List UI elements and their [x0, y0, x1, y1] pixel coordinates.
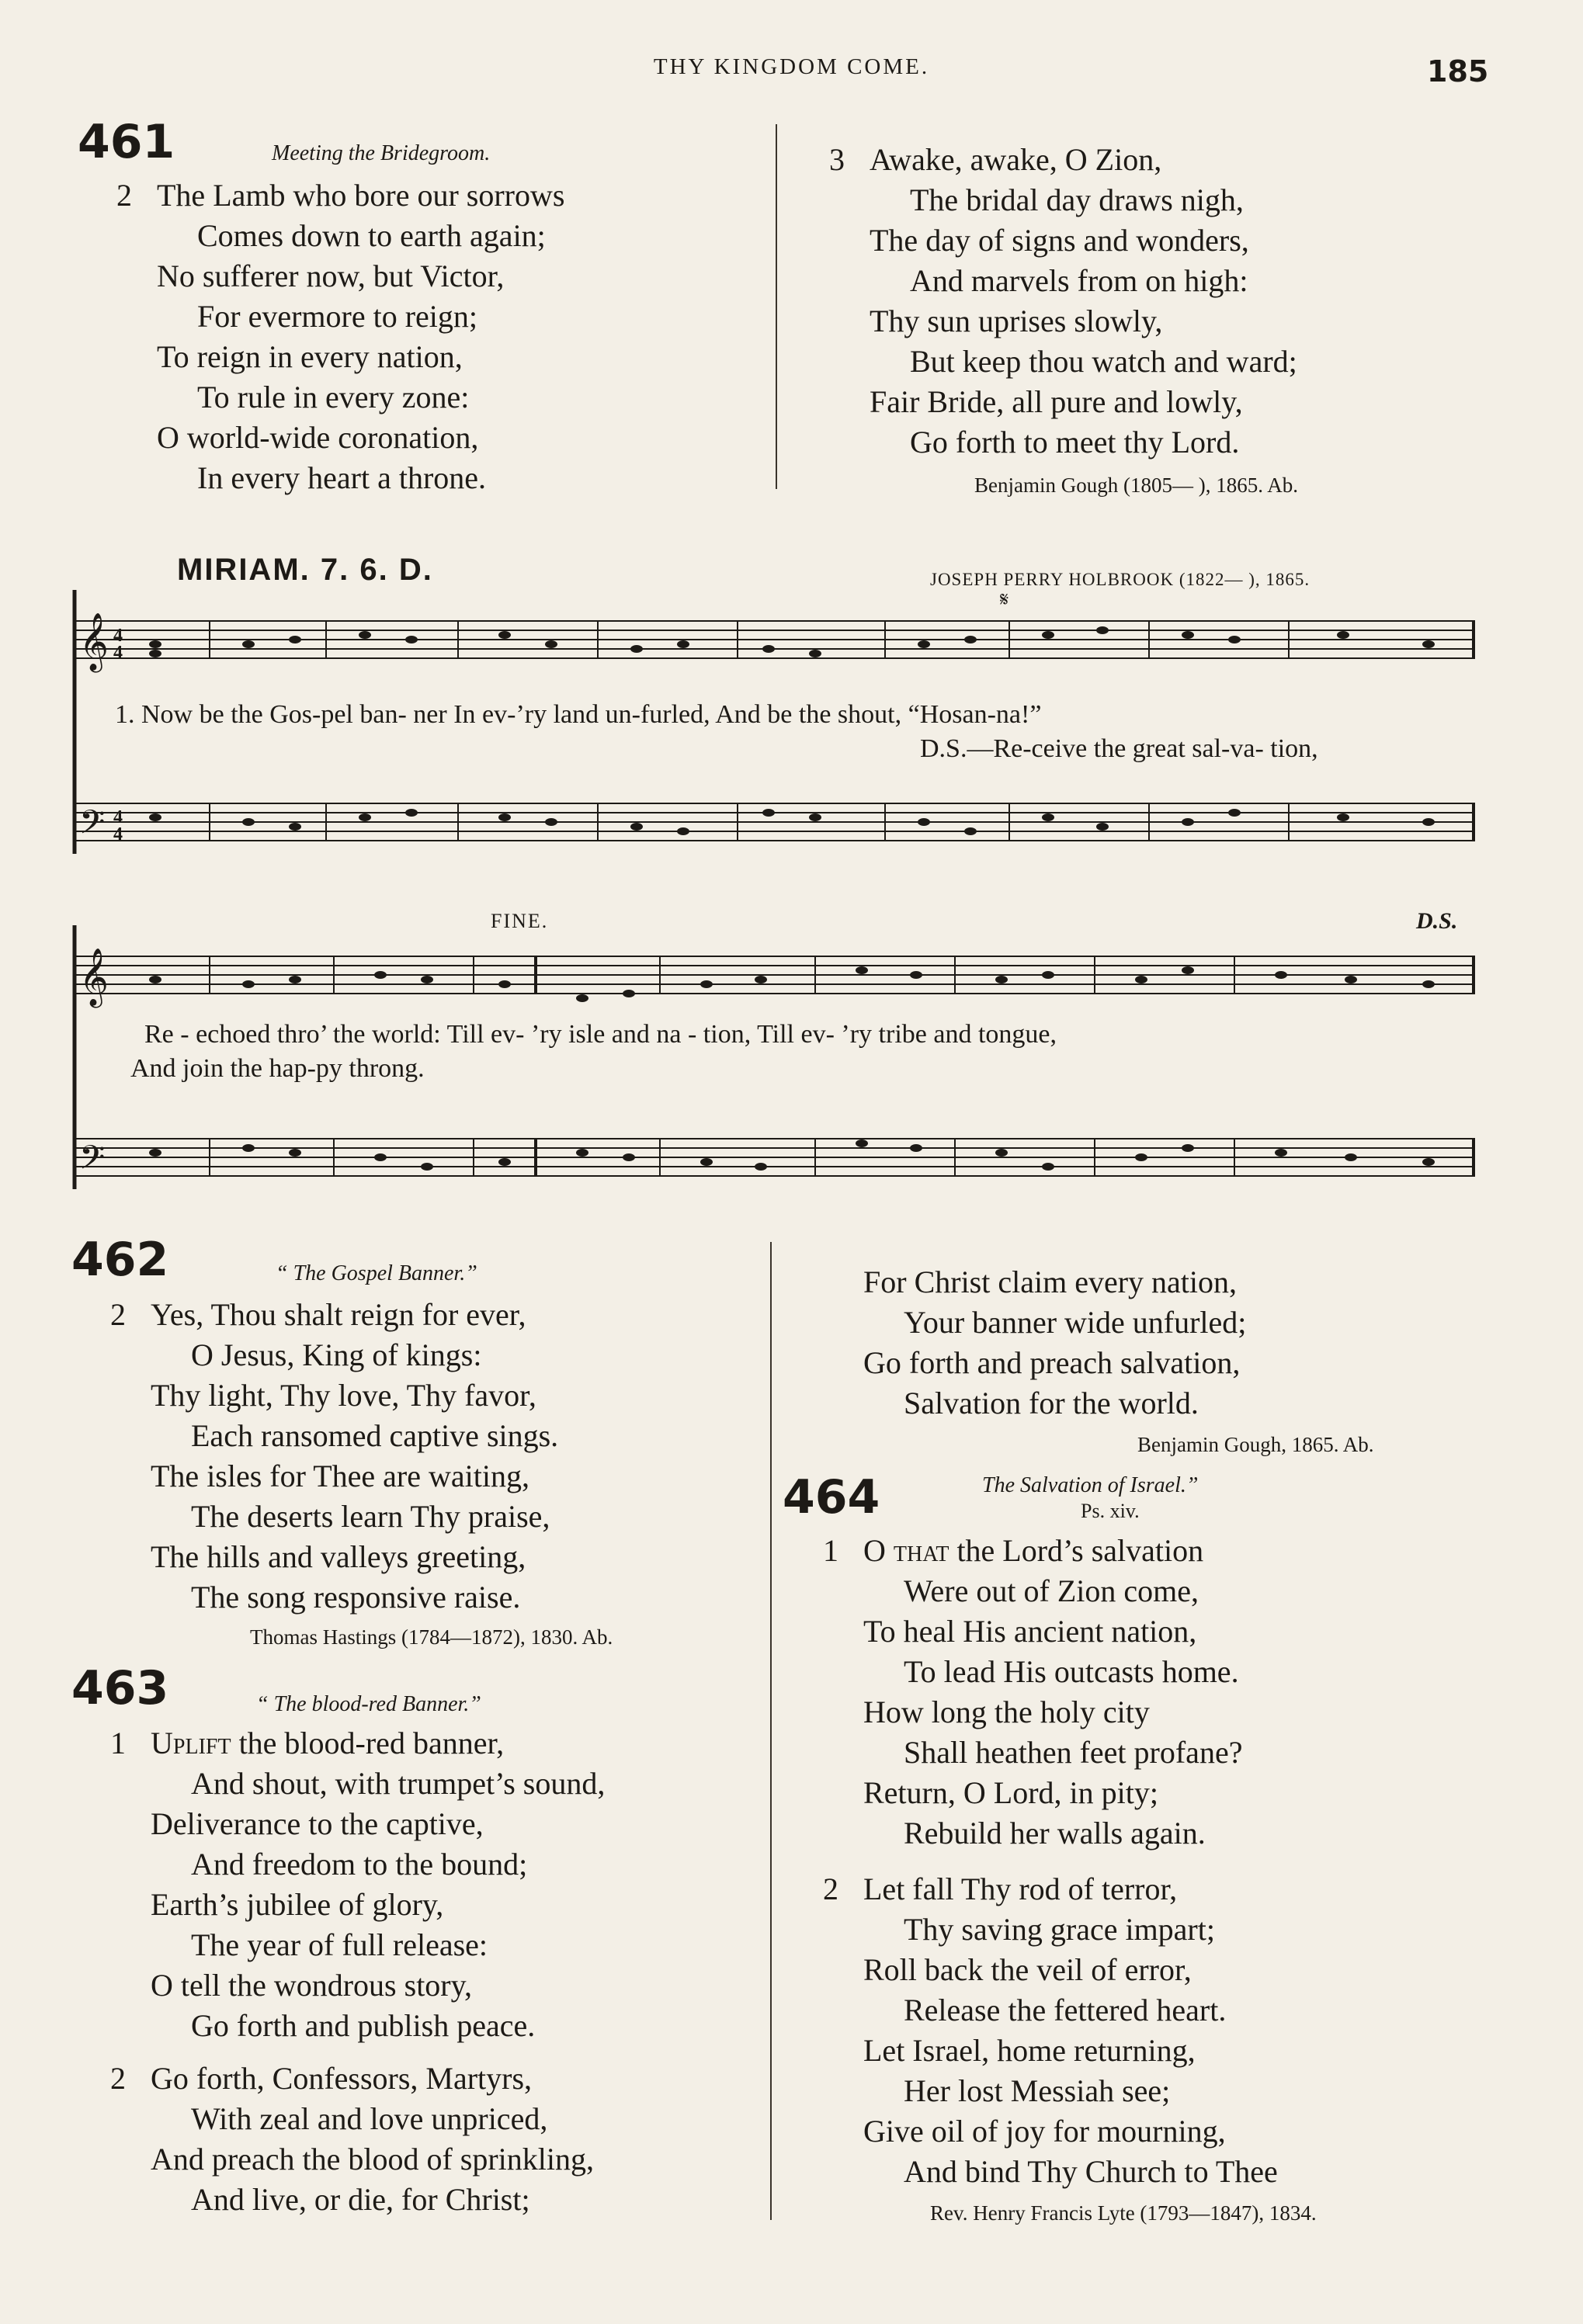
hymn-463-verse-2-part-1: [110, 2059, 594, 2220]
hymn-464-verse-2: [823, 1869, 1278, 2192]
verse-line: Release the fettered heart.: [904, 1993, 1227, 2027]
verse-line: With zeal and love unpriced,: [191, 2101, 548, 2136]
verse-line: Thy sun uprises slowly,: [870, 304, 1163, 338]
verse-number: 3: [829, 142, 845, 177]
verse-line: The hills and valleys greeting,: [151, 1539, 526, 1574]
lyric-line-3: Re - echoed thro’ the world: Till ev- ’ry isle and na - tion, Till ev- ’ry tribe and tongue,: [144, 1020, 1057, 1049]
fine-mark: FINE.: [491, 910, 549, 932]
hymn-title-464: The Salvation of Israel.”: [982, 1473, 1199, 1497]
verse-number: 1: [110, 1726, 126, 1760]
treble-staff: [75, 956, 1475, 994]
verse-line: Deliverance to the captive,: [151, 1806, 484, 1841]
hymn-title-463: “ The blood-red Banner.”: [256, 1692, 481, 1716]
hymn-number-462: 462: [71, 1233, 169, 1287]
verse-line: Your banner wide unfurled;: [904, 1305, 1247, 1340]
running-title: THY KINGDOM COME.: [653, 54, 930, 79]
verse-number: 2: [110, 2061, 126, 2096]
verse-line: The Lamb who bore our sorrows: [157, 178, 565, 213]
bass-staff: [75, 1139, 1475, 1176]
verse-line: Salvation for the world.: [904, 1386, 1199, 1420]
verse-line: The year of full release:: [191, 1927, 488, 1962]
page-number: 185: [1427, 54, 1489, 88]
verse-line: And marvels from on high:: [910, 263, 1248, 298]
verse-line: And live, or die, for Christ;: [191, 2182, 530, 2217]
verse-line: the Lord’s salvation: [949, 1533, 1204, 1568]
column-divider: [776, 124, 777, 489]
bass-clef-icon: 𝄢: [79, 803, 106, 850]
tune-composer: JOSEPH PERRY HOLBROOK (1822— ), 1865.: [930, 570, 1310, 589]
hymn-461-verse-2: [116, 175, 564, 498]
verse-line: Each ransomed captive sings.: [191, 1418, 559, 1453]
verse-line: Her lost Messiah see;: [904, 2073, 1171, 2108]
verse-line: The isles for Thee are waiting,: [151, 1459, 529, 1493]
verse-line: No sufferer now, but Victor,: [157, 258, 505, 293]
ds-mark: D.S.: [1416, 908, 1458, 934]
verse-line: Fair Bride, all pure and lowly,: [870, 384, 1243, 419]
lyric-line-2: D.S.—Re-ceive the great sal-va- tion,: [920, 734, 1318, 763]
verse-line: Go forth to meet thy Lord.: [910, 425, 1240, 460]
verse-number: 2: [116, 178, 132, 213]
lyric-line-1: 1. Now be the Gos-pel ban- ner In ev-’ry land un-furled, And be the shout, “Hosan-na!”: [115, 700, 1042, 729]
bass-staff: [75, 803, 1475, 841]
hymn-subtitle-464: Ps. xiv.: [1081, 1500, 1140, 1522]
hymn-461-verse-3: [829, 140, 1297, 463]
verse-line: Yes, Thou shalt reign for ever,: [151, 1297, 526, 1332]
treble-clef-icon: 𝄞: [79, 613, 109, 671]
verse-line: To reign in every nation,: [157, 339, 463, 374]
verse-number: 2: [110, 1297, 126, 1332]
verse-line: the blood-red banner,: [231, 1726, 505, 1760]
hymn-463-credit: Benjamin Gough, 1865. Ab.: [1137, 1433, 1374, 1456]
hymn-number-463: 463: [71, 1661, 169, 1715]
svg-text:4: 4: [113, 807, 123, 827]
verse-line: O Jesus, King of kings:: [191, 1337, 482, 1372]
verse-line: For evermore to reign;: [197, 299, 477, 334]
verse-line: Return, O Lord, in pity;: [863, 1775, 1158, 1810]
verse-line: In every heart a throne.: [197, 460, 487, 495]
verse-line: And freedom to the bound;: [191, 1847, 528, 1882]
verse-line: And shout, with trumpet’s sound,: [191, 1766, 606, 1801]
verse-line: Comes down to earth again;: [197, 218, 546, 253]
hymn-number-461: 461: [78, 115, 175, 169]
segno-mark: 𝄋: [1000, 588, 1011, 611]
verse-line: Let fall Thy rod of terror,: [863, 1871, 1178, 1906]
verse-line: Roll back the veil of error,: [863, 1952, 1192, 1987]
verse-line: For Christ claim every nation,: [863, 1264, 1238, 1299]
svg-text:4: 4: [113, 626, 123, 646]
verse-line: O tell the wondrous story,: [151, 1968, 473, 2003]
hymn-463-verse-2-part-2: [823, 1262, 1246, 1424]
column-divider: [770, 1242, 772, 2220]
hymn-title-461: Meeting the Bridegroom.: [272, 141, 491, 165]
verse-line: But keep thou watch and ward;: [910, 344, 1297, 379]
tune-name: MIRIAM. 7. 6. D.: [177, 553, 433, 587]
treble-clef-icon: 𝄞: [79, 949, 109, 1006]
verse-line: To lead His outcasts home.: [904, 1654, 1239, 1689]
verse-line: Give oil of joy for mourning,: [863, 2114, 1226, 2149]
hymn-462-verse-2: [110, 1295, 558, 1618]
verse-line: Let Israel, home returning,: [863, 2033, 1196, 2068]
verse-line: Rebuild her walls again.: [904, 1816, 1206, 1851]
verse-line: To rule in every zone:: [197, 380, 470, 415]
verse-line: Earth’s jubilee of glory,: [151, 1887, 444, 1922]
verse-line: Go forth and preach salvation,: [863, 1345, 1241, 1380]
hymn-title-462: “ The Gospel Banner.”: [276, 1261, 477, 1285]
hymn-464-verse-1: [823, 1531, 1242, 1854]
verse-line: And preach the blood of sprinkling,: [151, 2142, 594, 2177]
verse-number: 2: [823, 1871, 838, 1906]
treble-staff: [75, 621, 1475, 658]
hymn-464-credit: Rev. Henry Francis Lyte (1793—1847), 1834.: [930, 2201, 1317, 2225]
hymn-461-credit: Benjamin Gough (1805— ), 1865. Ab.: [974, 473, 1298, 497]
verse-line: Awake, awake, O Zion,: [870, 142, 1162, 177]
hymn-463-verse-1: [110, 1723, 605, 2046]
verse-first-word: O that: [863, 1533, 949, 1568]
hymn-462-credit: Thomas Hastings (1784—1872), 1830. Ab.: [250, 1625, 613, 1649]
verse-line: To heal His ancient nation,: [863, 1614, 1197, 1649]
verse-line: How long the holy city: [863, 1694, 1150, 1729]
verse-line: Shall heathen feet profane?: [904, 1735, 1243, 1770]
verse-first-word: Uplift: [151, 1726, 231, 1760]
bass-clef-icon: 𝄢: [79, 1139, 106, 1185]
verse-number: 1: [823, 1533, 838, 1568]
verse-line: The day of signs and wonders,: [870, 223, 1249, 258]
barlines: [210, 621, 1474, 841]
verse-line: Thy saving grace impart;: [904, 1912, 1215, 1947]
svg-text:4: 4: [113, 824, 123, 845]
verse-line: O world-wide coronation,: [157, 420, 479, 455]
verse-line: Go forth and publish peace.: [191, 2008, 536, 2043]
svg-text:4: 4: [113, 643, 123, 663]
verse-line: Go forth, Confessors, Martyrs,: [151, 2061, 533, 2096]
hymn-number-464: 464: [783, 1470, 880, 1524]
verse-line: The bridal day draws nigh,: [910, 182, 1244, 217]
verse-line: The song responsive raise.: [191, 1580, 521, 1615]
verse-line: And bind Thy Church to Thee: [904, 2154, 1278, 2189]
lyric-line-4: And join the hap-py throng.: [130, 1054, 425, 1083]
verse-line: Were out of Zion come,: [904, 1573, 1199, 1608]
verse-line: The deserts learn Thy praise,: [191, 1499, 550, 1534]
verse-line: Thy light, Thy love, Thy favor,: [151, 1378, 536, 1413]
